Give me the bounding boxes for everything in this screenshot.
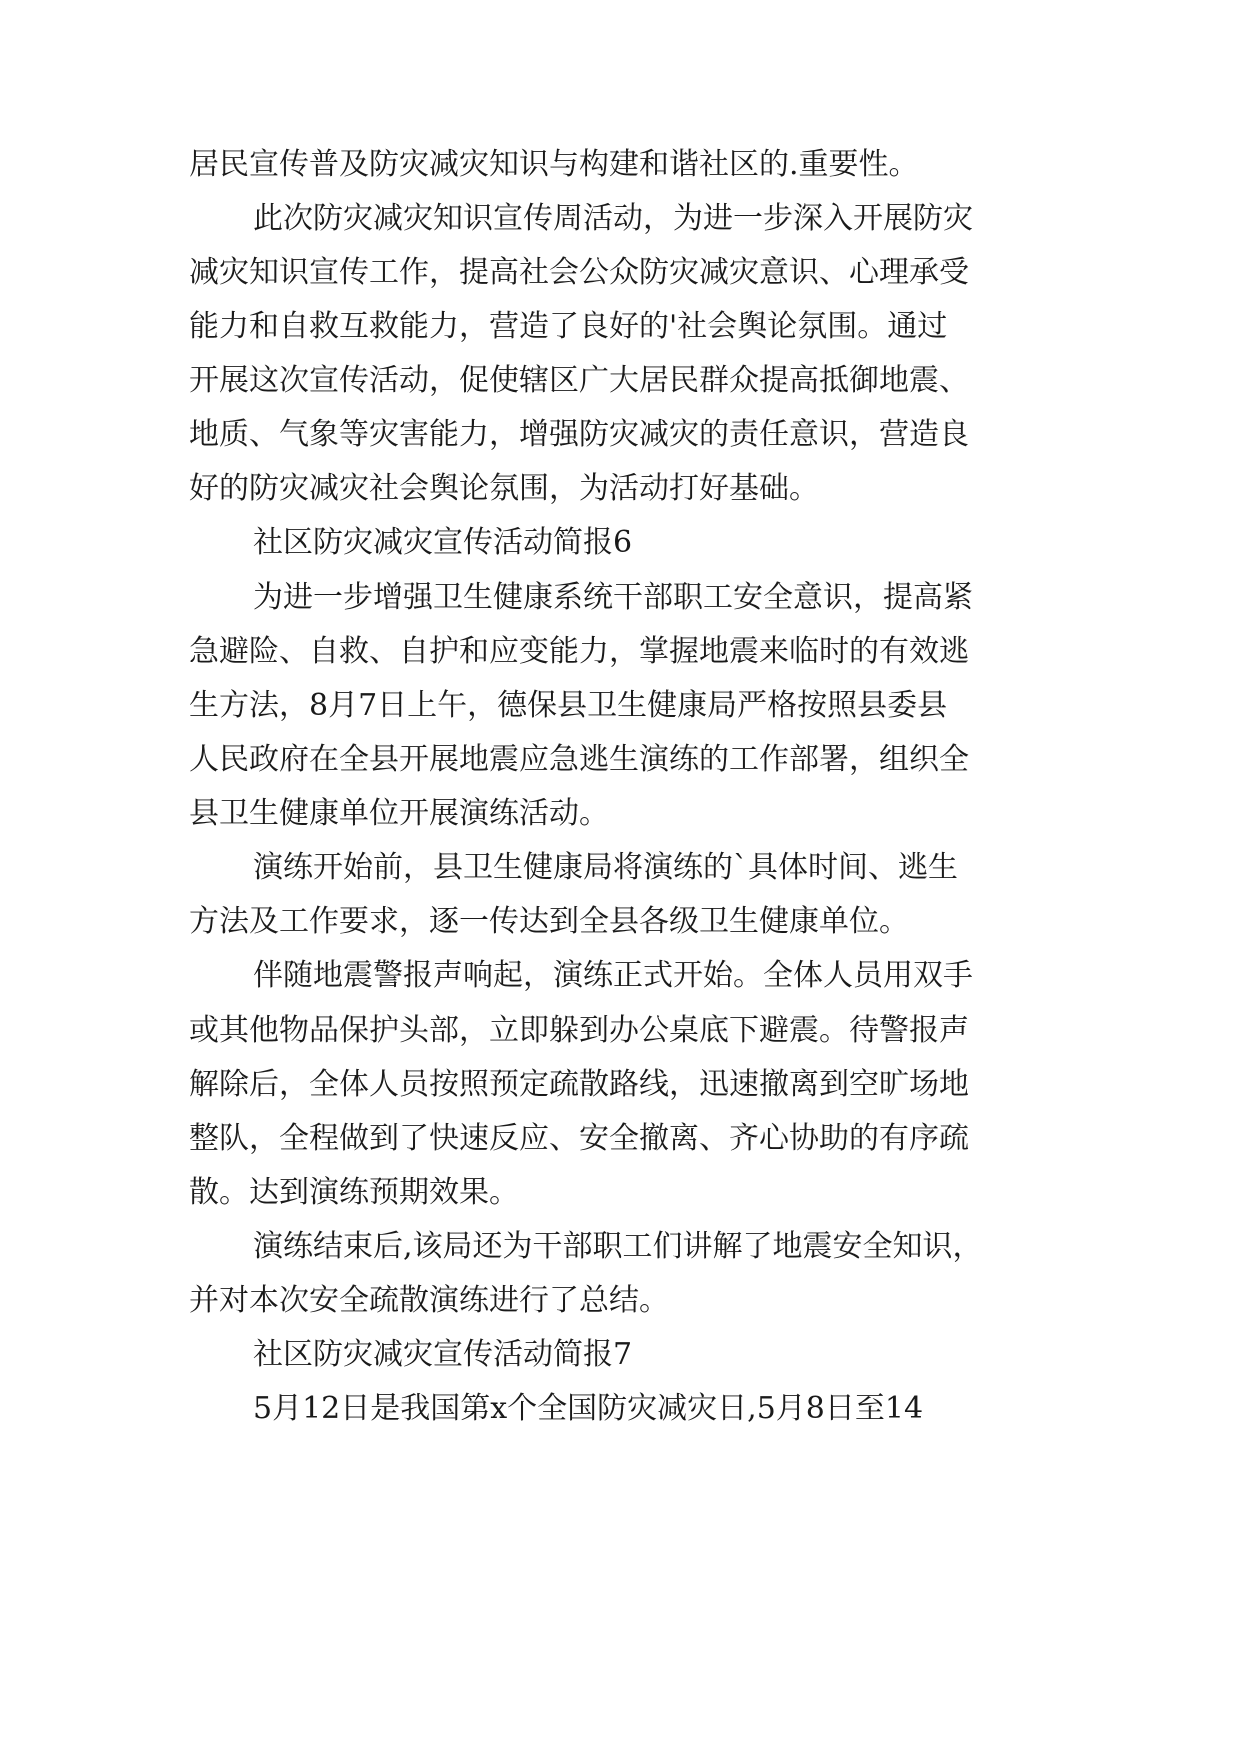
text-line: 生方法，8月7日上午，德保县卫生健康局严格按照县委县 [189, 688, 948, 723]
section-heading: 社区防灾减灾宣传活动简报6 [253, 525, 633, 560]
text-line: 或其他物品保护头部，立即躲到办公桌底下避震。待警报声 [189, 1013, 969, 1048]
text-line: 急避险、自救、自护和应变能力，掌握地震来临时的有效逃 [189, 634, 969, 669]
text-line: 地质、气象等灾害能力，增强防灾减灾的责任意识，营造良 [189, 417, 969, 452]
text-line: 人民政府在全县开展地震应急逃生演练的工作部署，组织全 [189, 742, 969, 777]
text-line: 能力和自救互救能力，营造了良好的'社会舆论氛围。通过 [189, 309, 948, 344]
text-line: 演练结束后,该局还为干部职工们讲解了地震安全知识， [253, 1229, 983, 1264]
text-line: 减灾知识宣传工作，提高社会公众防灾减灾意识、心理承受 [189, 255, 969, 290]
text-line: 演练开始前，县卫生健康局将演练的`具体时间、逃生 [253, 850, 958, 885]
section-heading: 社区防灾减灾宣传活动简报7 [253, 1337, 633, 1372]
text-line: 5月12日是我国第x个全国防灾减灾日,5月8日至14 [253, 1391, 924, 1426]
text-line: 方法及工作要求，逐一传达到全县各级卫生健康单位。 [189, 904, 909, 939]
text-line: 并对本次安全疏散演练进行了总结。 [189, 1283, 669, 1318]
text-line: 解除后，全体人员按照预定疏散路线，迅速撤离到空旷场地 [189, 1067, 969, 1102]
text-line: 县卫生健康单位开展演练活动。 [189, 796, 609, 831]
text-line: 伴随地震警报声响起，演练正式开始。全体人员用双手 [253, 958, 973, 993]
text-line: 好的防灾减灾社会舆论氛围，为活动打好基础。 [189, 471, 819, 506]
text-line: 散。达到演练预期效果。 [189, 1175, 519, 1210]
text-line: 居民宣传普及防灾减灾知识与构建和谐社区的.重要性。 [189, 147, 919, 182]
text-line: 此次防灾减灾知识宣传周活动，为进一步深入开展防灾 [253, 201, 973, 236]
text-line: 整队，全程做到了快速反应、安全撤离、齐心协助的有序疏 [189, 1121, 969, 1156]
text-line: 开展这次宣传活动，促使辖区广大居民群众提高抵御地震、 [189, 363, 969, 398]
text-line: 为进一步增强卫生健康系统干部职工安全意识，提高紧 [253, 580, 973, 615]
